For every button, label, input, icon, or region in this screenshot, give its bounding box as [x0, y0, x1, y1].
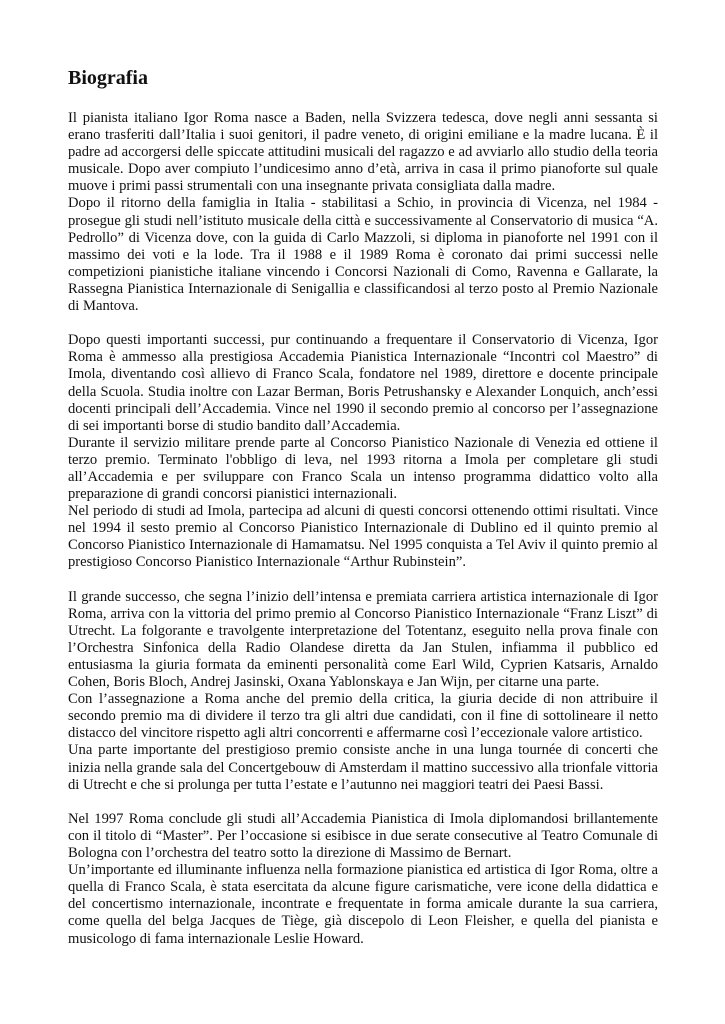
- paragraph: Nel 1997 Roma conclude gli studi all’Accademia Pianistica di Imola diplomandosi brillantemente con il titolo di “Master”. Per l’occasione si esibisce in due serate consecutive al Teatro Comunale di Bologna con l’orchestra del teatro sotto la direzione di Massimo de Bernart.: [68, 810, 658, 862]
- document-body: [68, 110, 658, 965]
- paragraph: Nel periodo di studi ad Imola, partecipa ad alcuni di questi concorsi ottenendo ottimi risultati. Vince nel 1994 il sesto premio al Concorso Pianistico Internazionale di Dublino ed il quinto premio al Concorso Pianistico Internazionale di Hamamatsu. Nel 1995 conquista a Tel Aviv il quinto premio al prestigioso Concorso Pianistico Internazionale “Arthur Rubinstein”.: [68, 503, 658, 571]
- paragraph: Il grande successo, che segna l’inizio dell’intensa e premiata carriera artistica internazionale di Igor Roma, arriva con la vittoria del primo premio al Concorso Pianistico Internazionale “Franz Liszt” di Utrecht. La folgorante e travolgente interpretazione del Totentanz, eseguito nella prova finale con l’Orchestra Sinfonica della Radio Olandese diretta da Jan Stulen, infiamma il pubblico ed entusiasma la giuria formata da eminenti personalità come Earl Wild, Cyprien Katsaris, Arnaldo Cohen, Boris Bloch, Andrej Jasinski, Oxana Yablonskaya e Jan Wijn, per citarne una parte.: [68, 588, 658, 691]
- section-utrecht-success: [68, 589, 658, 794]
- paragraph: Un’importante ed illuminante influenza nella formazione pianistica ed artistica di Igor Roma, oltre a quella di Franco Scala, è stata esercitata da alcune figure carismatiche, vere icone della didattica e del concertismo internazionale, incontrate e frequentate in forma amicale durante la sua carriera, come quella del belga Jacques de Tiège, già discepolo di Leon Fleisher, e quella del pianista e musicologo di fama internazionale Leslie Howard.: [68, 862, 658, 947]
- page-title: Biografia: [68, 67, 148, 89]
- paragraph: Dopo il ritorno della famiglia in Italia - stabilitasi a Schio, in provincia di Vicenza, nel 1984 - prosegue gli studi nell’istituto musicale della città e successivamente al Conservatorio di musica “A. Pedrollo” di Vicenza dove, con la guida di Carlo Mazzoli, si diploma in pianoforte nel 1991 con il massimo dei voti e la lode. Tra il 1988 e il 1989 Roma è coronato dai primi successi nelle competizioni pianistiche italiane vincendo i Concorsi Nazionali di Como, Ravenna e Gallarate, la Rassegna Pianistica Internazionale di Senigallia e classificandosi al terzo posto al Premio Nazionale di Mantova.: [68, 195, 658, 315]
- paragraph: Durante il servizio militare prende parte al Concorso Pianistico Nazionale di Venezia ed ottiene il terzo premio. Terminato l'obbligo di leva, nel 1993 ritorna a Imola per completare gli studi all’Accademia e per sviluppare con Franco Scala un intenso programma didattico volto alla preparazione di grandi concorsi pianistici internazionali.: [68, 434, 658, 503]
- paragraph: Dopo questi importanti successi, pur continuando a frequentare il Conservatorio di Vicenza, Igor Roma è ammesso alla prestigiosa Accademia Pianistica Internazionale “Incontri col Maestro” di Imola, diventando così allievo di Franco Scala, fondatore nel 1989, direttore e docente principale della Scuola. Studia inoltre con Lazar Berman, Boris Petrushansky e Alexander Lonquich, anch’essi docenti principali dell’Accademia. Vince nel 1990 il secondo premio al concorso per l’assegnazione di sei importanti borse di studio bandito dall’Accademia.: [68, 332, 658, 434]
- section-influences: [68, 811, 658, 948]
- section-early-life: [68, 110, 658, 315]
- paragraph: Il pianista italiano Igor Roma nasce a Baden, nella Svizzera tedesca, dove negli anni sessanta si erano trasferiti dall’Italia i suoi genitori, il padre veneto, di origini emiliane e la madre lucana. È il padre ad accorgersi delle spiccate attitudini musicali del ragazzo e ad avviarlo allo studio della teoria musicale. Dopo aver compiuto l’undicesimo anno d’età, arriva in casa il primo pianoforte sul quale muove i primi passi strumentali con una insegnante privata consigliata dalla madre.: [68, 110, 658, 195]
- paragraph: Una parte importante del prestigioso premio consiste anche in una lunga tournée di concerti che inizia nella grande sala del Concertgebouw di Amsterdam il mattino successivo alla trionfale vittoria di Utrecht e che si prolunga per tutta l’estate e l’autunno nei maggiori teatri dei Paesi Bassi.: [68, 742, 658, 793]
- section-imola-studies: [68, 332, 658, 571]
- paragraph: Con l’assegnazione a Roma anche del premio della critica, la giuria decide di non attribuire il secondo premio ma di dividere il terzo tra gli altri due candidati, con il fine di sottolineare il netto distacco del vincitore rispetto agli altri concorrenti e affermarne così l’eccezionale valore artistico.: [68, 691, 658, 742]
